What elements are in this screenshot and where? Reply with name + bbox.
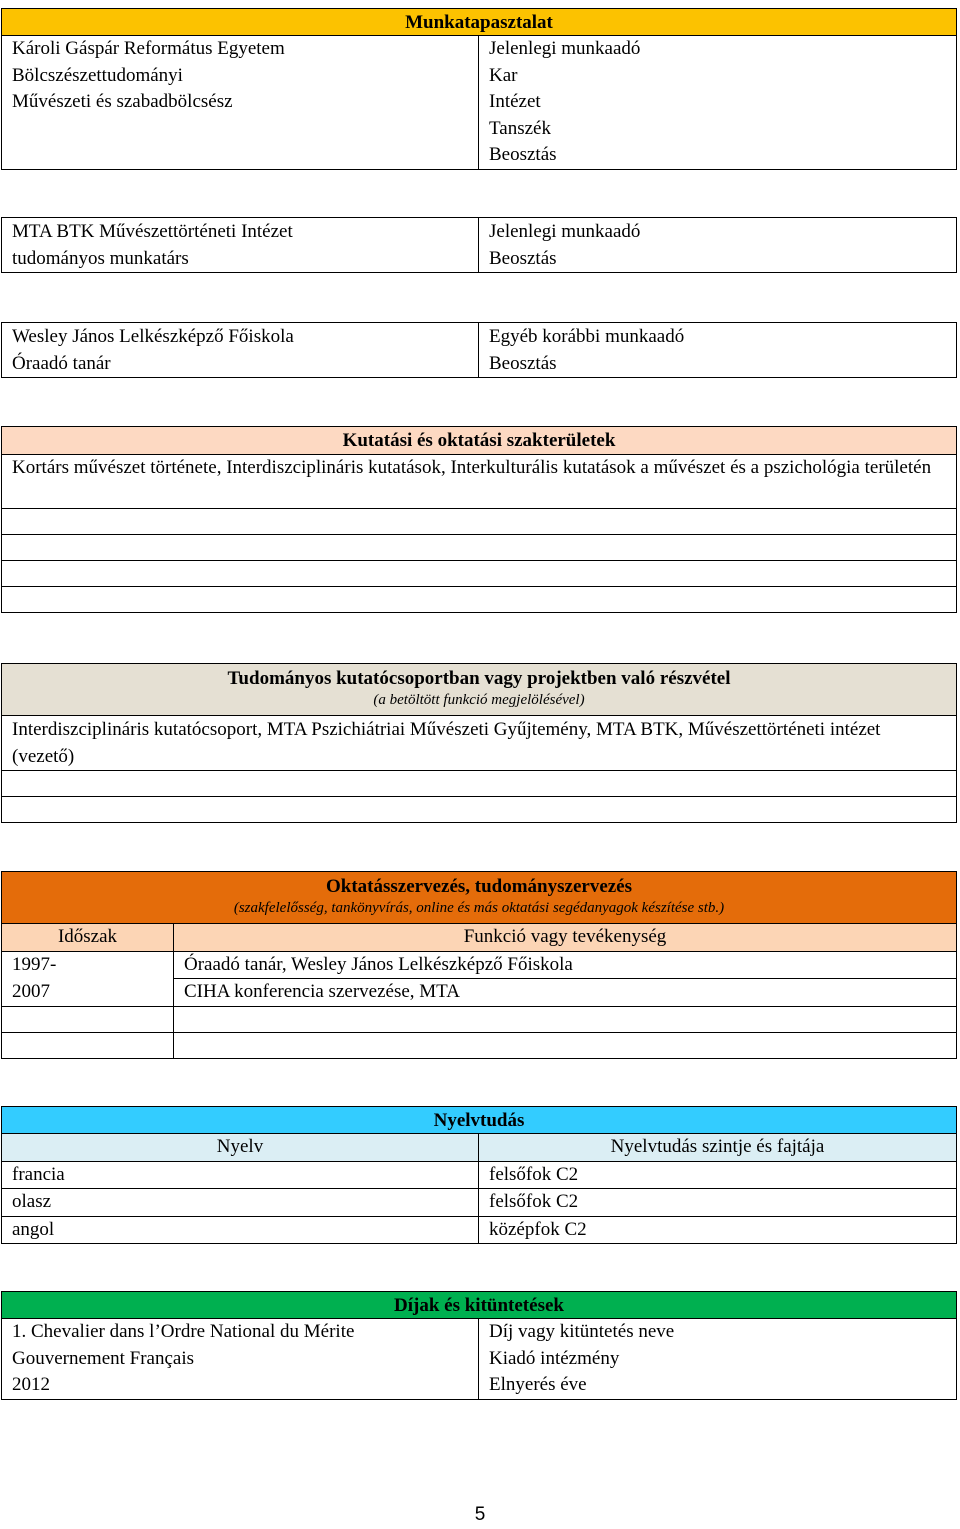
- research-title: Kutatási és oktatási szakterületek: [2, 427, 957, 455]
- awards-left: 1. Chevalier dans l’Ordre National du Mérite Gouvernement Français 2012: [2, 1319, 479, 1400]
- research-empty-row: [2, 535, 957, 561]
- work-experience-title: Munkatapasztalat: [2, 9, 957, 36]
- research-section: [1, 426, 957, 613]
- work-entry-3: [1, 322, 957, 378]
- research-group-empty-row: [2, 771, 957, 797]
- awards-right: Díj vagy kitüntetés neve Kiadó intézmény Elnyerés éve: [479, 1319, 957, 1400]
- column-header-language: Nyelv: [2, 1134, 479, 1162]
- language-name: olasz: [2, 1189, 479, 1217]
- table-row: [2, 1189, 957, 1217]
- table-row: [2, 1161, 957, 1189]
- languages-title: Nyelvtudás: [2, 1107, 957, 1134]
- research-text: Kortárs művészet története, Interdiszciplináris kutatások, Interkulturális kutatások a művészet és a pszichológia területén: [2, 455, 957, 509]
- language-name: francia: [2, 1161, 479, 1189]
- research-group-empty-row: [2, 797, 957, 823]
- work-entry-1-right: Jelenlegi munkaadó Kar Intézet Tanszék Beosztás: [479, 36, 957, 170]
- organization-title: Oktatásszervezés, tudományszervezés (szakfelelősség, tankönyvírás, online és más oktatási segédanyagok készítése stb.): [2, 872, 957, 924]
- work-experience-section: [1, 8, 957, 170]
- org-empty-cell: [174, 1006, 957, 1032]
- language-level: felsőfok C2: [479, 1161, 957, 1189]
- language-name: angol: [2, 1216, 479, 1244]
- column-header-function: Funkció vagy tevékenység: [174, 924, 957, 952]
- research-group-title: Tudományos kutatócsoportban vagy projektben való részvétel (a betöltött funkció megjelölésével): [2, 664, 957, 716]
- research-group-section: [1, 663, 957, 823]
- page-number: 5: [474, 1504, 486, 1525]
- awards-title: Díjak és kitüntetések: [2, 1292, 957, 1319]
- work-entry-1-left: Károli Gáspár Református Egyetem Bölcszészettudományi Művészeti és szabadbölcsész: [2, 36, 479, 170]
- org-function: Óraadó tanár, Wesley János Lelkészképző Főiskola: [174, 951, 957, 979]
- organization-subtitle: (szakfelelősség, tankönyvírás, online és más oktatási segédanyagok készítése stb.): [233, 900, 725, 916]
- language-level: középfok C2: [479, 1216, 957, 1244]
- org-empty-cell: [174, 1032, 957, 1058]
- research-empty-row: [2, 561, 957, 587]
- research-group-subtitle: (a betöltött funkció megjelölésével): [373, 692, 585, 708]
- org-period: 1997-: [2, 951, 174, 979]
- research-empty-row: [2, 509, 957, 535]
- org-empty-cell: [2, 1032, 174, 1058]
- languages-section: [1, 1106, 957, 1244]
- work-entry-3-right: Egyéb korábbi munkaadó Beosztás: [479, 323, 957, 378]
- column-header-period: Időszak: [2, 924, 174, 952]
- org-empty-cell: [2, 1006, 174, 1032]
- table-row: [2, 979, 957, 1007]
- org-function: CIHA konferencia szervezése, MTA: [174, 979, 957, 1007]
- awards-section: [1, 1291, 957, 1400]
- work-entry-3-left: Wesley János Lelkészképző Főiskola Óraadó tanár: [2, 323, 479, 378]
- org-period: 2007: [2, 979, 174, 1007]
- work-entry-2-right: Jelenlegi munkaadó Beosztás: [479, 218, 957, 273]
- table-row: [2, 1216, 957, 1244]
- work-entry-2: [1, 217, 957, 273]
- language-level: felsőfok C2: [479, 1189, 957, 1217]
- research-group-text: Interdiszciplináris kutatócsoport, MTA Pszichiátriai Művészeti Gyűjtemény, MTA BTK, Művészettörténeti intézet (vezető): [2, 716, 957, 771]
- research-empty-row: [2, 587, 957, 613]
- table-row: [2, 951, 957, 979]
- work-entry-2-left: MTA BTK Művészettörténeti Intézet tudományos munkatárs: [2, 218, 479, 273]
- organization-section: [1, 871, 957, 1059]
- column-header-level: Nyelvtudás szintje és fajtája: [479, 1134, 957, 1162]
